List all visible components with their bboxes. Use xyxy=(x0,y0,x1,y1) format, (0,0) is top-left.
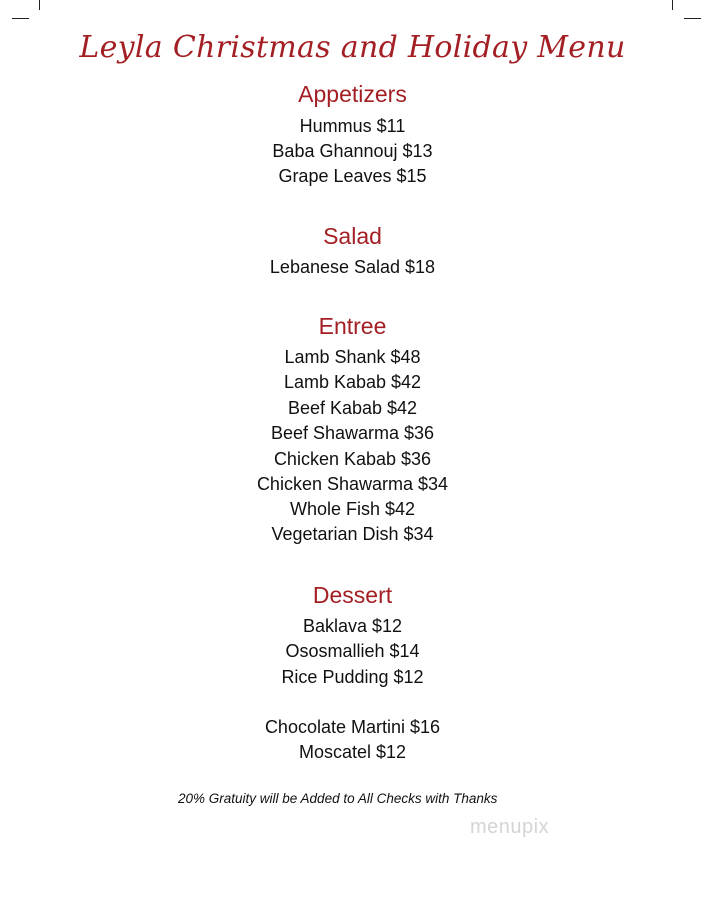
menu-item: Beef Shawarma $36 xyxy=(270,423,435,443)
menu-item: Rice Pudding $12 xyxy=(281,667,424,687)
crop-mark xyxy=(684,18,701,19)
menu-item: Lamb Shank $48 xyxy=(284,347,421,367)
menu-item: Chicken Kabab $36 xyxy=(273,449,432,469)
menu-item: Chicken Shawarma $34 xyxy=(256,474,449,494)
section-heading-salad: Salad xyxy=(323,223,382,249)
section-heading-entree: Entree xyxy=(318,313,387,339)
crop-mark xyxy=(672,0,673,10)
menu-item: Ososmallieh $14 xyxy=(285,641,420,661)
menu-item: Whole Fish $42 xyxy=(289,499,416,519)
menu-item: Hummus $11 xyxy=(299,116,406,136)
crop-mark xyxy=(39,0,40,10)
crop-mark xyxy=(12,18,29,19)
menu-item: Vegetarian Dish $34 xyxy=(271,524,434,544)
section-heading-appetizers: Appetizers xyxy=(298,81,407,107)
gratuity-note: 20% Gratuity will be Added to All Checks with Thanks xyxy=(178,791,498,806)
menu-item: Beef Kabab $42 xyxy=(287,398,418,418)
section-heading-dessert: Dessert xyxy=(312,582,393,608)
menu-title: Leyla Christmas and Holiday Menu xyxy=(79,30,626,65)
drink-item: Moscatel $12 xyxy=(298,742,407,762)
menu-item: Grape Leaves $15 xyxy=(278,166,427,186)
menu-item: Lamb Kabab $42 xyxy=(283,372,422,392)
watermark: menupix xyxy=(470,816,550,838)
menu-item: Baklava $12 xyxy=(302,616,403,636)
menu-item: Baba Ghannouj $13 xyxy=(272,141,433,161)
drink-item: Chocolate Martini $16 xyxy=(264,717,441,737)
menu-item: Lebanese Salad $18 xyxy=(269,257,436,277)
